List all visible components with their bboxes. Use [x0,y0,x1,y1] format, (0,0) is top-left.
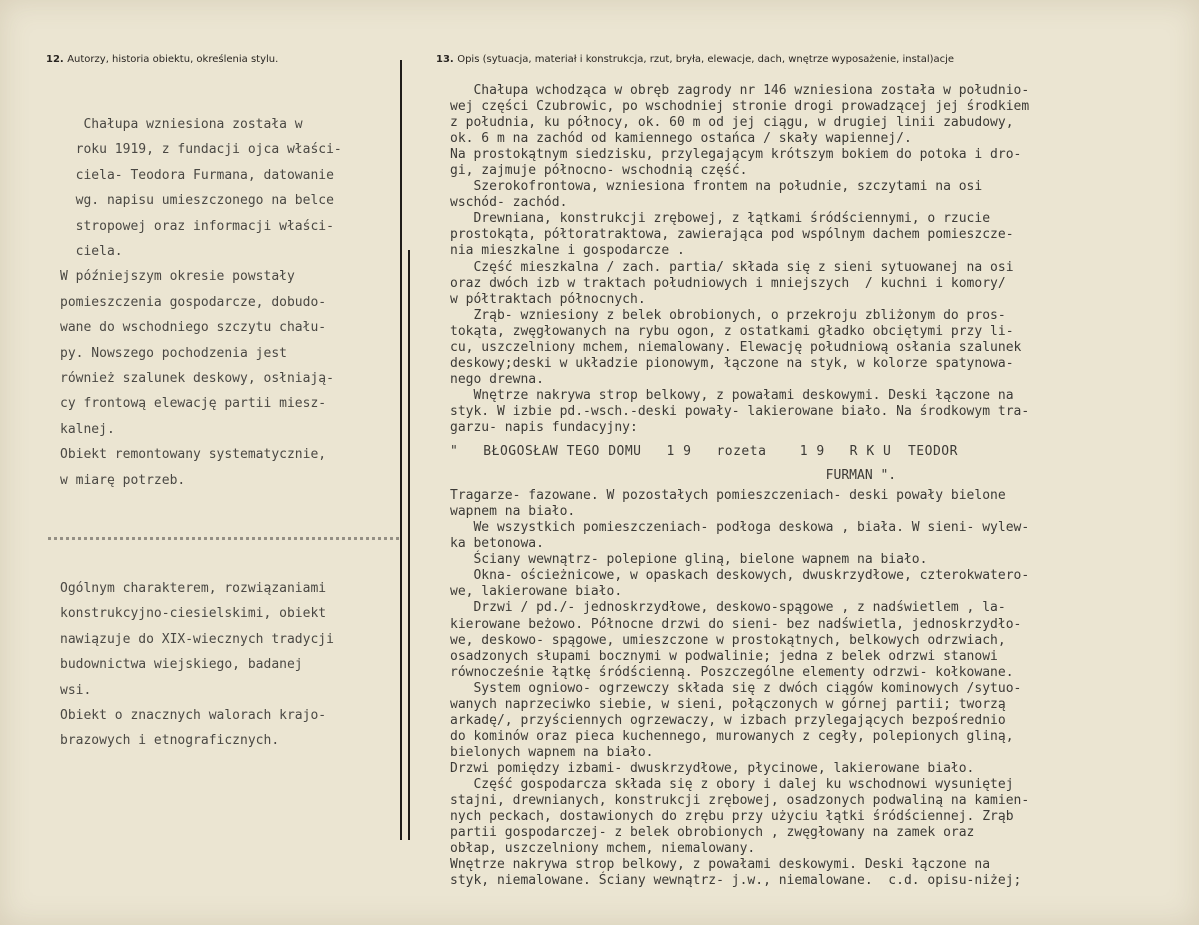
text-line: Tragarze- fazowane. W pozostałych pomieszczeniach- deski powały bielone [450,488,1006,504]
section-13-title: Opis (sytuacja, materiał i konstrukcja, rzut, bryła, elewacje, dach, wnętrze wyposażenie, instal)acje [457,54,955,65]
text-line: arkadę/, przyściennych ogrzewaczy, w izbach przylegających bezpośrednio [450,712,1006,728]
text-line: równocześnie łątkę śródścienną. Poszczególne elementy odrzwi- kołkowane. [450,664,1014,680]
text-line: prostokąta, półtoratraktowa, zawierająca pod wspólnym dachem pomieszcze- [450,227,1014,243]
text-line: wanych naprzeciwko siebie, w sieni, połączonych w górnej partii; tworzą [450,696,1006,712]
dotted-separator [48,537,400,540]
text-line: We wszystkich pomieszczeniach- podłoga deskowa , biała. W sieni- wylew- [450,520,1030,536]
text-line: konstrukcyjno-ciesielskimi, obiekt [60,606,327,622]
foundation-inscription: " BŁOGOSŁAW TEGO DOMU 1 9 rozeta 1 9 R K U TEODOR [450,444,958,460]
text-line: z południa, ku północy, ok. 60 m od jej ciągu, w drugiej linii zabudowy, [450,115,1014,131]
text-line: ka betonowa. [450,536,544,552]
text-line: wschód- zachód. [450,195,568,211]
text-line: nych peckach, dostawionych do zrębu przy użyciu łątki śródściennej. Zrąb [450,809,1014,825]
text-line: Drzwi / pd./- jednoskrzydłowe, deskowo-spągowe , z nadświetlem , la- [450,600,1006,616]
text-line: wg. napisu umieszczonego na belce [60,193,334,209]
text-line: tokąta, zwęgłowanych na rybu ogon, z ostatkami gładko obciętymi przy li- [450,323,1014,339]
section-12-header [46,54,278,65]
text-line: budownictwa wiejskiego, badanej [60,657,303,673]
text-line: Ogólnym charakterem, rozwiązaniami [60,581,327,596]
text-line: nego drewna. [450,371,544,387]
text-line: System ogniowo- ogrzewczy składa się z dwóch ciągów kominowych /sytuo- [450,680,1022,696]
text-line: py. Nowszego pochodzenia jest [60,345,287,361]
section-12-title: Autorzy, historia obiektu, określenia stylu. [67,54,279,65]
text-line: ciela- Teodora Furmana, datowanie [60,167,334,183]
text-line: kierowane beżowo. Północne drzwi do sieni- bez nadświetla, jednoskrzydło- [450,616,1022,632]
text-line: styk, niemalowane. Ściany wewnątrz- j.w., niemalowane. c.d. opisu-niżej; [450,873,1022,889]
text-line: Szerokofrontowa, wzniesiona frontem na południe, szczytami na osi [450,179,983,195]
text-line: Wnętrze nakrywa strop belkowy, z powałami deskowymi. Deski łączone na [450,387,1014,403]
text-line: Obiekt remontowany systematycznie, [60,447,327,463]
text-line: Ściany wewnątrz- polepione gliną, bielone wapnem na biało. [450,552,928,568]
text-line: Część mieszkalna / zach. partia/ składa się z sieni sytuowanej na osi [450,259,1014,275]
style-assessment-text [60,576,405,754]
text-line: Okna- ościeżnicowe, w opaskach deskowych, dwuskrzydłowe, czterokwatero- [450,568,1030,584]
text-line: wane do wschodniego szczytu chału- [60,320,327,336]
text-line: wej części Czubrowic, po wschodniej stronie drogi prowadzącej jej środkiem [450,99,1030,115]
text-line: Na prostokątnym siedzisku, przylegającym krótszym bokiem do potoka i dro- [450,147,1022,163]
authors-history-text [60,112,405,493]
text-line: ciela. [60,244,123,260]
text-line: gi, zajmuje północno- wschodnią część. [450,163,748,179]
text-line: bielonych wapnem na biało. [450,744,654,760]
text-line: partii gospodarczej- z belek obrobionych , zwęgłowany na zamek oraz [450,825,975,841]
description-text [450,83,1199,889]
text-line: cy frontową elewację partii miesz- [60,396,327,412]
text-line: ok. 6 m na zachód od kamiennego ostańca / skały wapiennej/. [450,131,912,147]
text-line: we, deskowo- spągowe, umieszczone w prostokątnych, belkowych odrzwiach, [450,632,1006,648]
text-line: styk. W izbie pd.-wsch.-deski powały- lakierowane biało. Na środkowym tra- [450,403,1030,419]
text-line: w półtraktach północnych. [450,291,646,307]
text-line: do kominów oraz pieca kuchennego, murowanych z cegły, polepionych gliną, [450,728,1014,744]
column-divider-inner [408,250,410,840]
section-13-number: 13. [436,54,454,65]
text-line: cu, uszczelniony mchem, niemalowany. Elewację południową osłania szalunek [450,339,1022,355]
text-line: brazowych i etnograficznych. [60,733,280,749]
text-line: osadzonych słupami bocznymi w podwalinie; jedna z belek odrzwi stanowi [450,648,998,664]
text-line: również szalunek deskowy, osłniają- [60,371,334,387]
text-line: Drzwi pomiędzy izbami- dwuskrzydłowe, płycinowe, lakierowane biało. [450,760,975,776]
text-line: deskowy;deski w układzie pionowym, łączone na styk, w kolorze spatynowa- [450,355,1014,371]
text-line: Zrąb- wzniesiony z belek obrobionych, o przekroju zbliżonym do pros- [450,307,1006,323]
text-line: kalnej. [60,421,115,437]
text-line: Obiekt o znacznych walorach krajo- [60,708,327,724]
text-line: oraz dwóch izb w traktach południowych i mniejszych / kuchni i komory/ [450,275,1006,291]
text-line: wsi. [60,682,92,698]
text-line: obłap, uszczelniony mchem, niemalowany. [450,841,756,857]
text-line: pomieszczenia gospodarcze, dobudo- [60,294,327,310]
text-line: roku 1919, z fundacji ojca właści- [60,142,342,158]
text-line: nia mieszkalne i gospodarcze . [450,243,685,259]
text-line: w miarę potrzeb. [60,472,186,488]
foundation-inscription-cont: FURMAN ". [450,468,897,484]
section-13-header [436,54,954,65]
text-line: stropowej oraz informacji właści- [60,218,334,234]
text-line: Część gospodarcza składa się z obory i dalej ku wschodnowi wysuniętej [450,776,1014,792]
text-line: Drewniana, konstrukcji zrębowej, z łątkami śródściennymi, o rzucie [450,211,991,227]
text-line: we, lakierowane biało. [450,584,623,600]
text-line: nawiązuje do XIX-wiecznych tradycji [60,631,334,647]
text-line: Chałupa wzniesiona została w [60,117,303,132]
text-line: Chałupa wchodząca w obręb zagrody nr 146 wzniesiona została w południo- [450,83,1030,98]
text-line: wapnem na biało. [450,504,576,520]
text-line: Wnętrze nakrywa strop belkowy, z powałami deskowymi. Deski łączone na [450,857,991,873]
text-line: stajni, drewnianych, konstrukcji zrębowej, osadzonych podwaliną na kamien- [450,793,1030,809]
text-line: garzu- napis fundacyjny: [450,419,638,435]
section-12-number: 12. [46,54,64,65]
text-line: W późniejszym okresie powstały [60,269,295,285]
